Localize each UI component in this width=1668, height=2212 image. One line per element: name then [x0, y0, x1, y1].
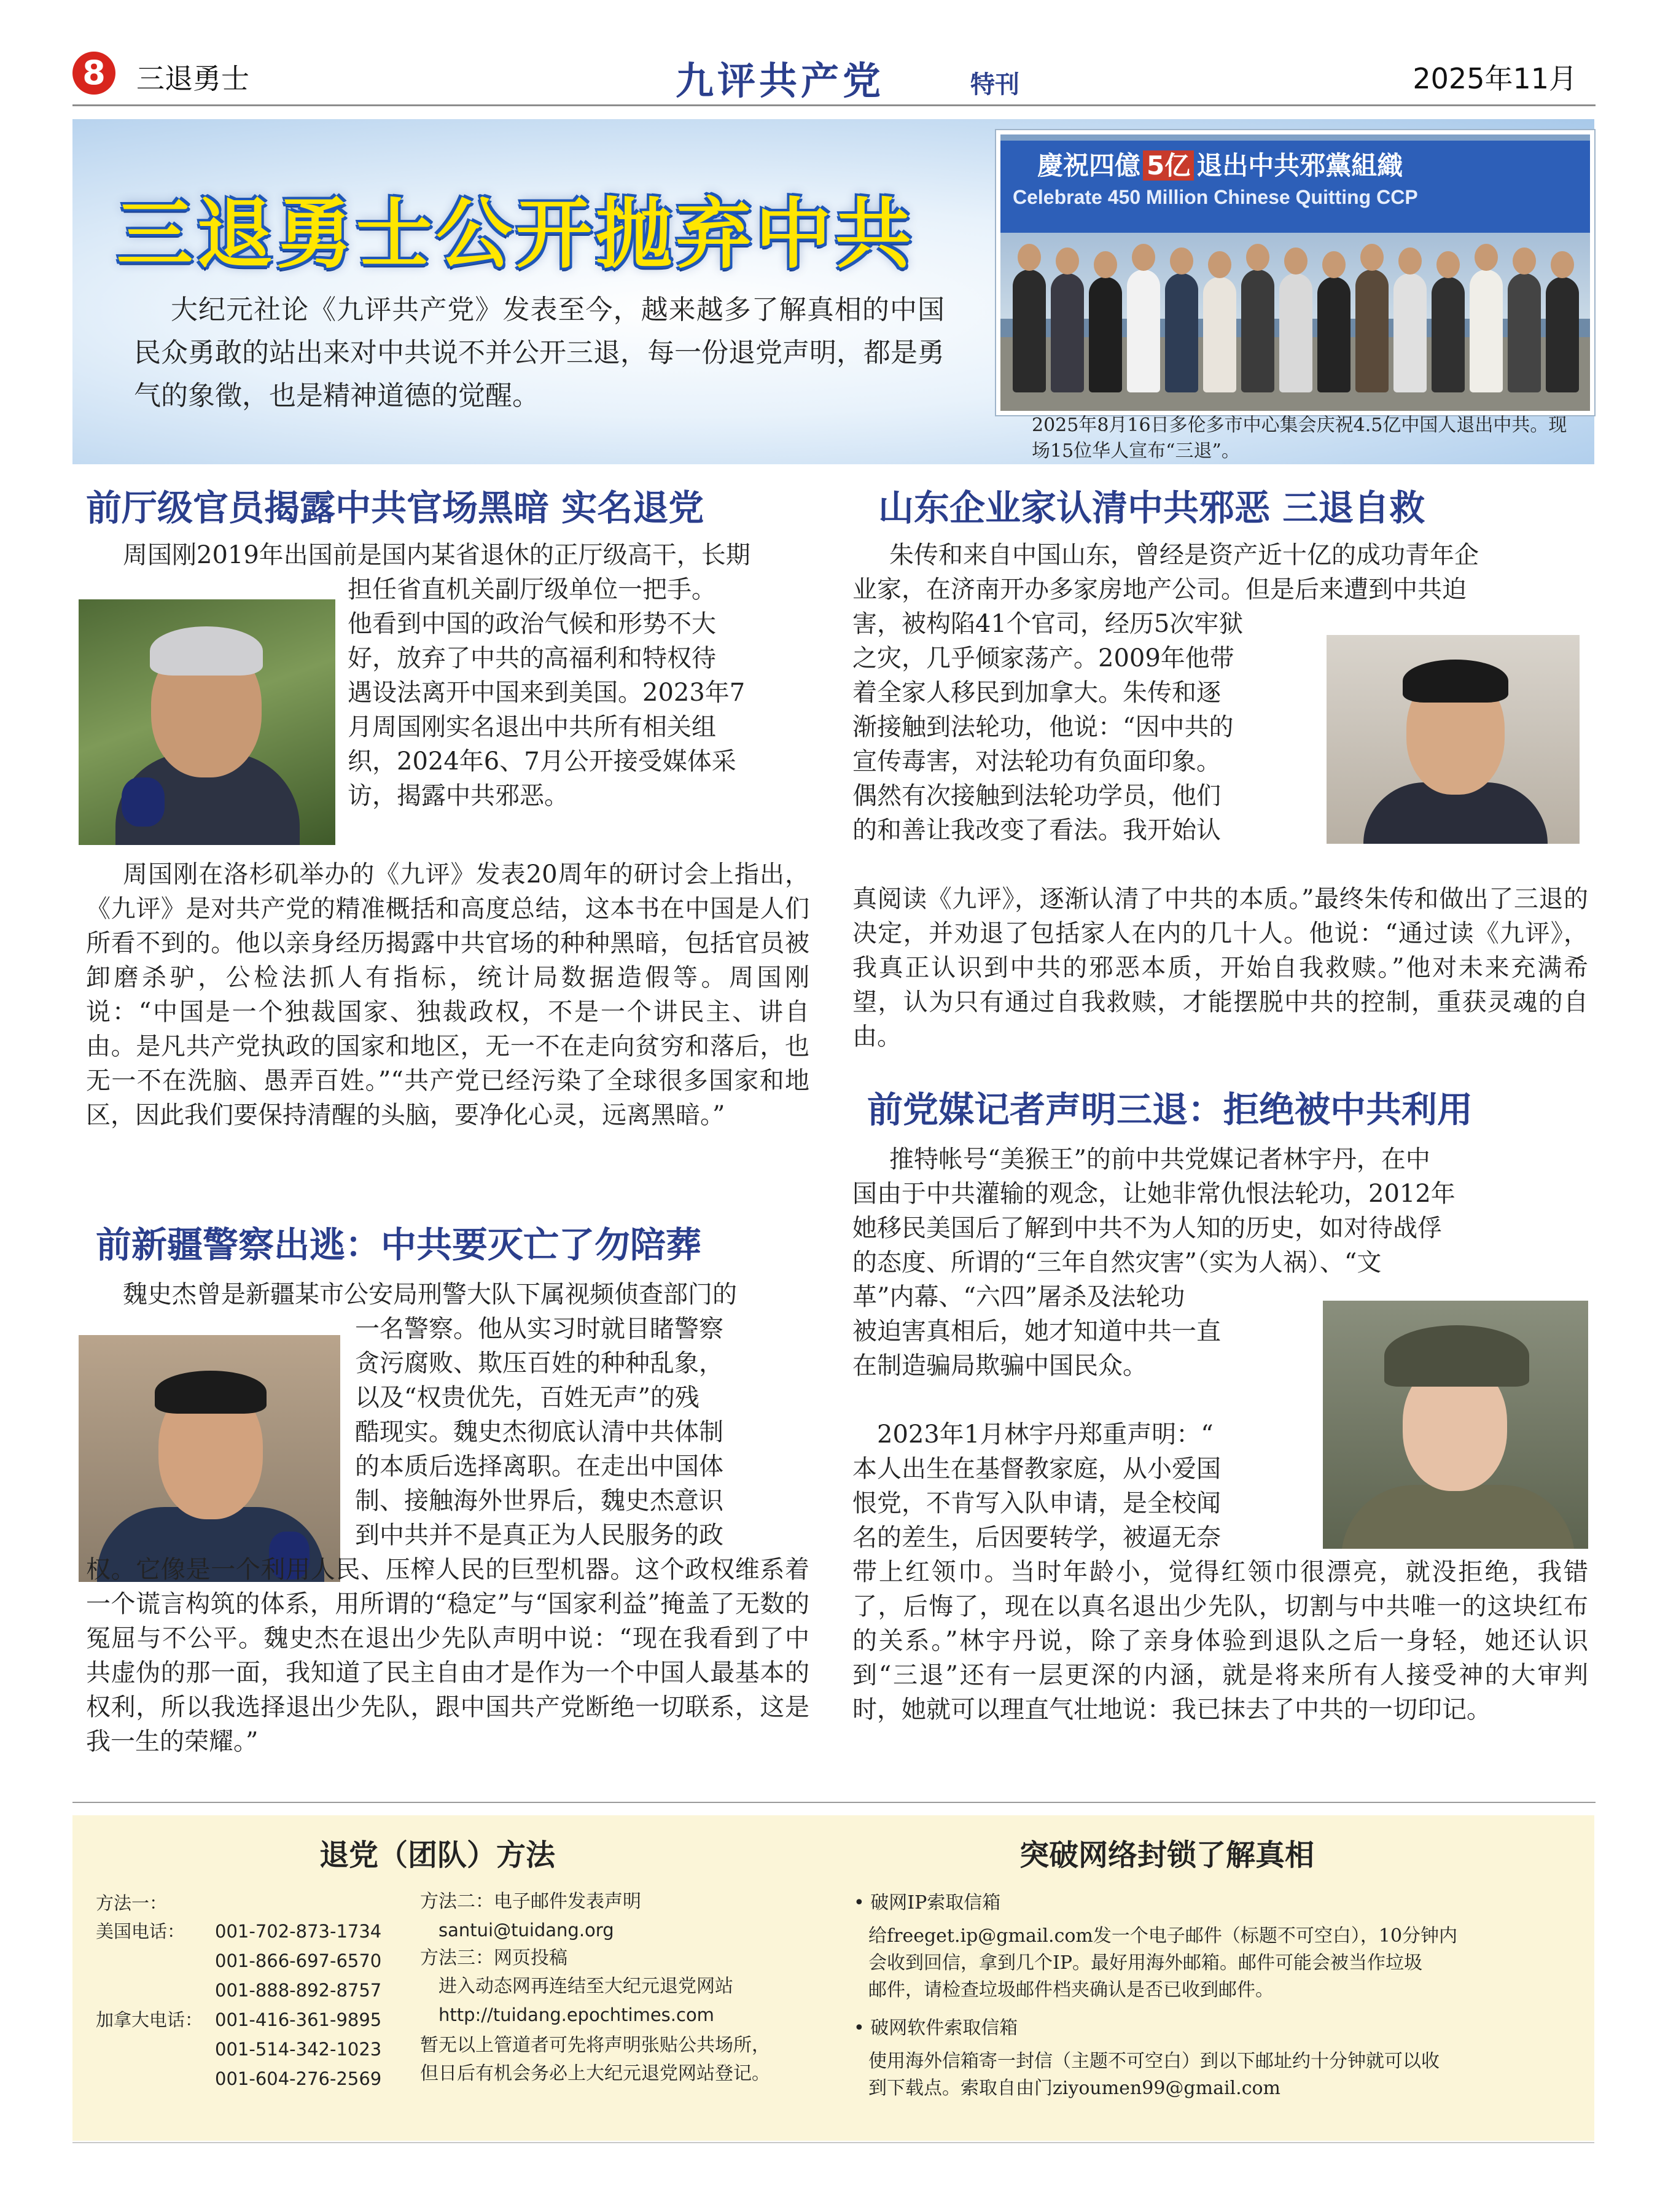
crowd-head — [1284, 247, 1308, 275]
text-line: 担任省直机关副厅级单位一把手。 — [348, 575, 716, 604]
text-line: 的态度、所谓的“三年自然灾害”（实为人祸）、“文 — [852, 1248, 1382, 1277]
crowd-head — [1436, 251, 1460, 278]
hero-intro: 大纪元社论《九评共产党》发表至今，越来越多了解真相的中国民众勇敢的站出来对中共说不并公开三退，每一份退党声明，都是勇气的象徵，也是精神道德的觉醒。 — [134, 294, 945, 411]
photo-hair — [155, 1371, 267, 1414]
bullet-1-line-2: 会收到回信，拿到几个IP。最好用海外邮箱。邮件可能会被当作垃圾 — [868, 1952, 1423, 1974]
crowd-head — [1475, 244, 1498, 271]
method2-label: 方法二：电子邮件发表声明 — [420, 1891, 641, 1912]
ntd-microphone — [122, 777, 165, 827]
article-4-photo — [1323, 1301, 1588, 1549]
text-line: 一名警察。他从实习时就目睹警察 — [355, 1315, 723, 1343]
method2-email[interactable]: santui@tuidang.org — [438, 1920, 614, 1941]
text-line: 在制造骗局欺骗中国民众。 — [852, 1352, 1147, 1380]
text-line: 国由于中共灌输的观念，让她非常仇恨法轮功，2012年 — [852, 1180, 1456, 1208]
article-1-para2: 周国刚在洛杉矶举办的《九评》发表20周年的研讨会上指出，《九评》是对共产党的精准概括和高度总结，这本书在中国是人们所看不到的。他以亲身经历揭露中共官场的种种黑暗，包括官员被卸磨杀驴，公检法抓人有指标，统计局数据造假等。周国刚说：“中国是一个独裁国家、独裁政权，不是一个讲民主、讲自由。是凡共产党执政的国家和地区，无一不在走向贫穷和落后，也无一不在洗脑、愚弄百姓。”“共产党已经污染了全球很多国家和地区，因此我们要保持清醒的头脑，要净化心灵，远离黑暗。” — [86, 860, 809, 1129]
crowd-head — [1132, 244, 1155, 271]
crowd-person — [1013, 270, 1046, 392]
photo-jacket — [1341, 1485, 1575, 1549]
crowd-person — [1051, 273, 1084, 392]
ca-phone-3: 001-604-276-2569 — [215, 2068, 382, 2089]
text-line: 到中共并不是真正为人民服务的政 — [355, 1521, 723, 1549]
article-3-wrap — [852, 607, 1314, 847]
article-3-para2: 真阅读《九评》，逐渐认清了中共的本质。”最终朱传和做出了三退的决定，并劝退了包括家人在内的几十人。他说：“通过读《九评》，我真正认识到中共的邪恶本质，开始自我救赎。”他对未来充满希望，认为只有通过自我救赎，才能摆脱中共的控制，重获灵魂的自由。 — [852, 885, 1588, 1051]
crowd-person — [1089, 277, 1122, 392]
bottom-rule — [72, 2142, 1594, 2143]
text-line: 遇设法离开中国来到美国。2023年7 — [348, 679, 746, 707]
text-line: 贪污腐败、欺压百姓的种种乱象， — [355, 1349, 723, 1377]
masthead-subtitle: 特刊 — [970, 70, 1019, 99]
bullet-2: • 破网软件索取信箱 — [854, 2017, 1018, 2039]
article-4-lines — [852, 1142, 1588, 1280]
text-line: 恨党，不肯写入队申请，是全校闻 — [852, 1489, 1221, 1517]
text-line: 害，被构陷41个官司，经历5次牢狱 — [852, 610, 1244, 638]
photo-hair — [1403, 660, 1508, 703]
text-line: 着全家人移民到加拿大。朱传和逐 — [852, 679, 1221, 707]
text-line: 渐接触到法轮功，他说：“因中共的 — [852, 713, 1234, 741]
section-name: 三退勇士 — [136, 62, 249, 95]
crowd-head — [1170, 247, 1193, 275]
article-1-photo — [79, 599, 335, 845]
article-2-line: 魏史杰曾是新疆某市公安局刑警大队下属视频侦查部门的 — [123, 1280, 737, 1309]
article-4-title: 前党媒记者声明三退：拒绝被中共利用 — [867, 1089, 1473, 1131]
page-number: 8 — [72, 52, 115, 95]
crowd-head — [1094, 251, 1117, 278]
text-line: 访，揭露中共邪恶。 — [348, 782, 569, 810]
rally-photo — [996, 130, 1594, 415]
method3-desc: 进入动态网再连结至大纪元退党网站 — [438, 1976, 733, 1997]
bullet-2-line-1: 使用海外信箱寄一封信（主题不可空白）到以下邮址约十分钟就可以收 — [868, 2050, 1440, 2072]
text-line: 被迫害真相后，她才知道中共一直 — [852, 1317, 1221, 1346]
text-line: 本人出生在基督教家庭，从小爱国 — [852, 1455, 1221, 1483]
article-2-wrap — [355, 1312, 809, 1552]
bullet-1-line-1: 给freeget.ip@gmail.com发一个电子邮件（标题不可空白），10分钟内 — [868, 1925, 1458, 1947]
footer-right-title: 突破网络封锁了解真相 — [1019, 1838, 1315, 1872]
article-4-wrap — [852, 1280, 1314, 1555]
text-line: 的本质后选择离职。在走出中国体 — [355, 1452, 723, 1481]
us-phone-1: 001-702-873-1734 — [215, 1921, 382, 1942]
article-1-title: 前厅级官员揭露中共官场黑暗 实名退党 — [86, 487, 704, 529]
issue-date: 2025年11月 — [1413, 62, 1577, 95]
crowd-person — [1317, 277, 1350, 392]
crowd-head — [1360, 244, 1384, 271]
text-line: 之灾，几乎倾家荡产。2009年他带 — [852, 644, 1234, 672]
us-phone-2: 001-866-697-6570 — [215, 1950, 382, 1971]
footer-note-2: 但日后有机会务必上大纪元退党网站登记。 — [420, 2063, 770, 2084]
text-line: 他看到中国的政治气候和形势不大 — [348, 610, 716, 638]
article-1-wrap — [348, 572, 809, 813]
text-line: 酷现实。魏史杰彻底认清中共体制 — [355, 1418, 723, 1446]
article-3-photo — [1327, 635, 1580, 844]
photo-banner-text-cn: 慶祝四億 5亿 退出中共邪黨組織 — [1037, 150, 1403, 181]
crowd-head — [1208, 251, 1231, 278]
us-phone-3: 001-888-892-8757 — [215, 1980, 382, 2001]
article-4-para2: 带上红领巾。当时年龄小，觉得红领巾很漂亮，就没拒绝，我错了，后悔了，现在以真名退出少先队，切割与中共唯一的这块红布的关系。”林宇丹说，除了亲身体验到退队之后一身轻，她还认识到“三退”还有一层更深的内涵，就是将来所有人接受神的大审判时，她就可以理直气壮地说：我已抹去了中共的一切印记。 — [852, 1558, 1588, 1724]
text-line: 革”内幕、“六四”屠杀及法轮功 — [852, 1283, 1185, 1311]
crowd-person — [1355, 270, 1389, 392]
text-line: 的和善让我改变了看法。我开始认 — [852, 816, 1221, 844]
article-1-line: 周国刚2019年出国前是国内某省退休的正厅级高干，长期 — [123, 541, 750, 569]
article-2-photo — [79, 1335, 340, 1582]
crowd-person — [1203, 277, 1236, 392]
crowd-head — [1398, 247, 1422, 275]
text-line: 朱传和来自中国山东，曾经是资产近十亿的成功青年企 — [889, 541, 1479, 569]
crowd-person — [1165, 273, 1198, 392]
bullet-2-line-2: 到下载点。索取自由门ziyoumen99@gmail.com — [868, 2078, 1281, 2099]
crowd-head — [1551, 251, 1574, 278]
method3-label: 方法三：网页投稿 — [420, 1947, 567, 1969]
article-3-lines — [852, 538, 1588, 607]
text-line: 宣传毒害，对法轮功有负面印象。 — [852, 747, 1221, 776]
article-2-para2: 权。它像是一个利用人民、压榨人民的巨型机器。这个政权维系着一个谎言构筑的体系，用所谓的“稳定”与“国家利益”掩盖了无数的冤屈与不公平。魏史杰在退出少先队声明中说：“现在我看到了中共虚伪的那一面，我知道了民主自由才是作为一个中国人最基本的权利，所以我选择退出少先队，跟中国共产党断绝一切联系，这是我一生的荣耀。” — [86, 1556, 809, 1756]
method1-label: 方法一： — [96, 1893, 168, 1914]
ca-phone-2: 001-514-342-1023 — [215, 2039, 382, 2060]
text-line: 以及“权贵优先，百姓无声”的残 — [355, 1384, 700, 1412]
crowd-person — [1546, 277, 1579, 392]
hero-title: 三退勇士公开抛弃中共 — [117, 190, 916, 279]
text-line: 业家，在济南开办多家房地产公司。但是后来遭到中共迫 — [852, 575, 1467, 604]
article-2-title: 前新疆警察出逃：中共要灭亡了勿陪葬 — [96, 1224, 702, 1266]
crowd-head — [1018, 244, 1041, 271]
article-3-title: 山东企业家认清中共邪恶 三退自救 — [878, 487, 1425, 529]
photo-crowd — [1000, 134, 1590, 411]
text-line: 织，2024年6、7月公开接受媒体采 — [348, 747, 736, 776]
photo-banner-text-en: Celebrate 450 Million Chinese Quitting CCP — [1013, 186, 1418, 208]
crowd-person — [1393, 273, 1427, 392]
photo-hair — [150, 626, 263, 676]
bullet-1: • 破网IP索取信箱 — [854, 1892, 1001, 1914]
crowd-person — [1432, 277, 1465, 392]
text-line: 她移民美国后了解到中共不为人知的历史，如对待战俘 — [852, 1214, 1442, 1242]
footer-note-1: 暂无以上管道者可先将声明张贴公共场所， — [420, 2035, 770, 2056]
crowd-person — [1241, 270, 1274, 392]
crowd-head — [1056, 247, 1079, 275]
text-line: 偶然有次接触到法轮功学员，他们 — [852, 782, 1221, 810]
crowd-head — [1322, 251, 1346, 278]
footer-left-title: 退党（团队）方法 — [319, 1838, 556, 1872]
text-line: 月周国刚实名退出中共所有相关组 — [348, 713, 716, 741]
bullet-1-line-3: 邮件，请检查垃圾邮件档夹确认是否已收到邮件。 — [868, 1979, 1274, 2001]
text-line: 制、接触海外世界后，魏史杰意识 — [355, 1487, 723, 1515]
photo-cap — [1384, 1325, 1529, 1387]
method3-url[interactable]: http://tuidang.epochtimes.com — [438, 2004, 714, 2025]
crowd-head — [1246, 244, 1269, 271]
ca-phone-1: 001-416-361-9895 — [215, 2009, 382, 2030]
text-line — [852, 1383, 1314, 1417]
text-line: 推特帐号“美猴王”的前中共党媒记者林宇丹，在中 — [889, 1145, 1430, 1174]
us-phone-label: 美国电话： — [96, 1921, 185, 1942]
crowd-person — [1508, 273, 1541, 392]
text-line: 2023年1月林宇丹郑重声明：“ — [852, 1420, 1214, 1449]
crowd-person — [1470, 270, 1503, 392]
footer-rule — [72, 1802, 1596, 1803]
header-rule — [72, 104, 1596, 106]
ca-phone-label: 加拿大电话： — [96, 2009, 203, 2030]
masthead-title: 九评共产党 — [676, 58, 885, 103]
crowd-person — [1279, 273, 1312, 392]
crowd-person — [1127, 270, 1160, 392]
crowd-head — [1513, 247, 1536, 275]
text-line: 名的差生，后因要转学，被逼无奈 — [852, 1524, 1221, 1552]
text-line: 好，放弃了中共的高福利和特权待 — [348, 644, 716, 672]
photo-caption: 2025年8月16日多伦多市中心集会庆祝4.5亿中国人退出中共。现场15位华人宣布“三退”。 — [1032, 415, 1567, 462]
